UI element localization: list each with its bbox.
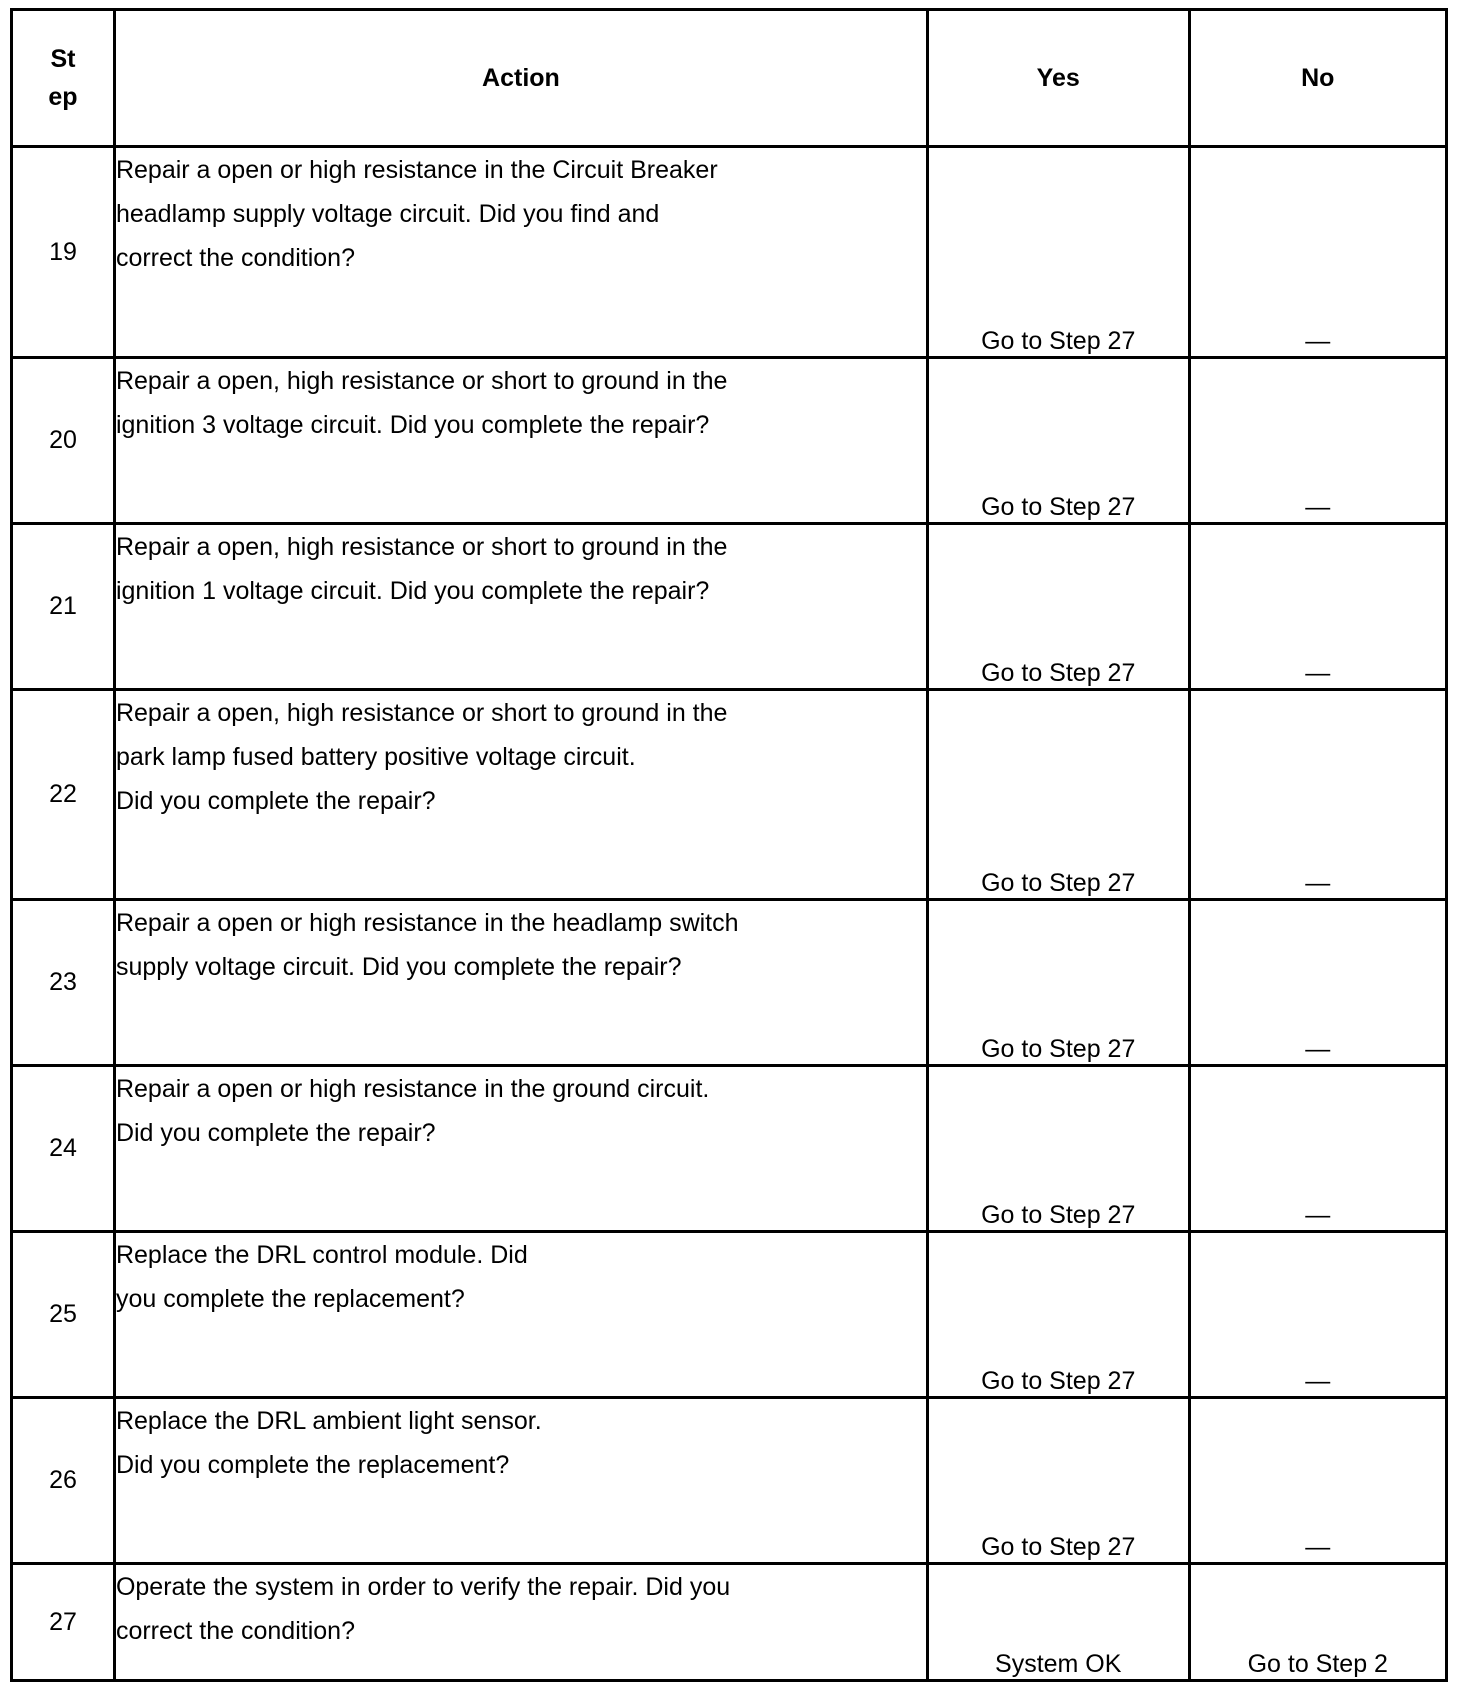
action-line: headlamp supply voltage circuit. Did you find and [115, 200, 660, 228]
action-line: ignition 3 voltage circuit. Did you complete the repair? [115, 411, 710, 439]
action-line: ignition 1 voltage circuit. Did you complete the repair? [115, 577, 710, 605]
yes-cell: Go to Step 27 [927, 524, 1189, 690]
table-row [12, 900, 1447, 1066]
step-cell: 20 [12, 358, 115, 524]
action-line: Repair a open or high resistance in the headlamp switch [115, 909, 739, 937]
action-cell [114, 524, 927, 690]
no-cell: — [1189, 690, 1446, 900]
action-line: Did you complete the repair? [115, 787, 436, 815]
step-header-line: St [50, 45, 76, 73]
action-cell [114, 900, 927, 1066]
no-cell: — [1189, 358, 1446, 524]
table-row [12, 1232, 1447, 1398]
action-cell [114, 1232, 927, 1398]
no-cell: — [1189, 524, 1446, 690]
action-line: Operate the system in order to verify the repair. Did you [115, 1573, 731, 1601]
step-cell: 22 [12, 690, 115, 900]
step-cell: 23 [12, 900, 115, 1066]
step-cell: 19 [12, 147, 115, 358]
table-row [12, 1398, 1447, 1564]
step-cell: 27 [12, 1564, 115, 1681]
diagnostic-table [10, 8, 1448, 1682]
yes-cell: Go to Step 27 [927, 1398, 1189, 1564]
action-cell [114, 690, 927, 900]
table-row [12, 1066, 1447, 1232]
action-line: Did you complete the repair? [115, 1119, 436, 1147]
action-line: Repair a open or high resistance in the ground circuit. [115, 1075, 710, 1103]
action-header: Action [114, 10, 927, 147]
action-line: Repair a open, high resistance or short to ground in the [115, 699, 728, 727]
no-cell: — [1189, 1398, 1446, 1564]
action-cell [114, 1398, 927, 1564]
step-cell: 21 [12, 524, 115, 690]
yes-cell: System OK [927, 1564, 1189, 1681]
header-row [12, 10, 1447, 147]
action-line: correct the condition? [115, 1617, 355, 1645]
table-row [12, 690, 1447, 900]
no-cell: — [1189, 900, 1446, 1066]
action-cell [114, 358, 927, 524]
table-row [12, 1564, 1447, 1681]
table-row [12, 358, 1447, 524]
yes-cell: Go to Step 27 [927, 358, 1189, 524]
action-line: correct the condition? [115, 244, 355, 272]
no-cell: Go to Step 2 [1189, 1564, 1446, 1681]
yes-cell: Go to Step 27 [927, 690, 1189, 900]
action-cell [114, 1564, 927, 1681]
table-row [12, 147, 1447, 358]
step-header [12, 10, 115, 147]
action-line: Repair a open or high resistance in the Circuit Breaker [115, 156, 718, 184]
step-cell: 25 [12, 1232, 115, 1398]
action-line: park lamp fused battery positive voltage circuit. [115, 743, 636, 771]
table-row [12, 524, 1447, 690]
step-cell: 26 [12, 1398, 115, 1564]
no-cell: — [1189, 147, 1446, 358]
action-line: Did you complete the replacement? [115, 1451, 510, 1479]
yes-cell: Go to Step 27 [927, 1066, 1189, 1232]
action-cell [114, 1066, 927, 1232]
no-cell: — [1189, 1232, 1446, 1398]
action-line: Repair a open, high resistance or short to ground in the [115, 533, 728, 561]
action-line: supply voltage circuit. Did you complete the repair? [115, 953, 682, 981]
yes-cell: Go to Step 27 [927, 900, 1189, 1066]
action-cell [114, 147, 927, 358]
action-line: Replace the DRL control module. Did [115, 1241, 528, 1269]
step-cell: 24 [12, 1066, 115, 1232]
action-line: Replace the DRL ambient light sensor. [115, 1407, 542, 1435]
yes-header: Yes [927, 10, 1189, 147]
yes-cell: Go to Step 27 [927, 1232, 1189, 1398]
no-header: No [1189, 10, 1446, 147]
action-line: you complete the replacement? [115, 1285, 465, 1313]
no-cell: — [1189, 1066, 1446, 1232]
yes-cell: Go to Step 27 [927, 147, 1189, 358]
step-header-line: ep [48, 83, 78, 111]
action-line: Repair a open, high resistance or short to ground in the [115, 367, 728, 395]
